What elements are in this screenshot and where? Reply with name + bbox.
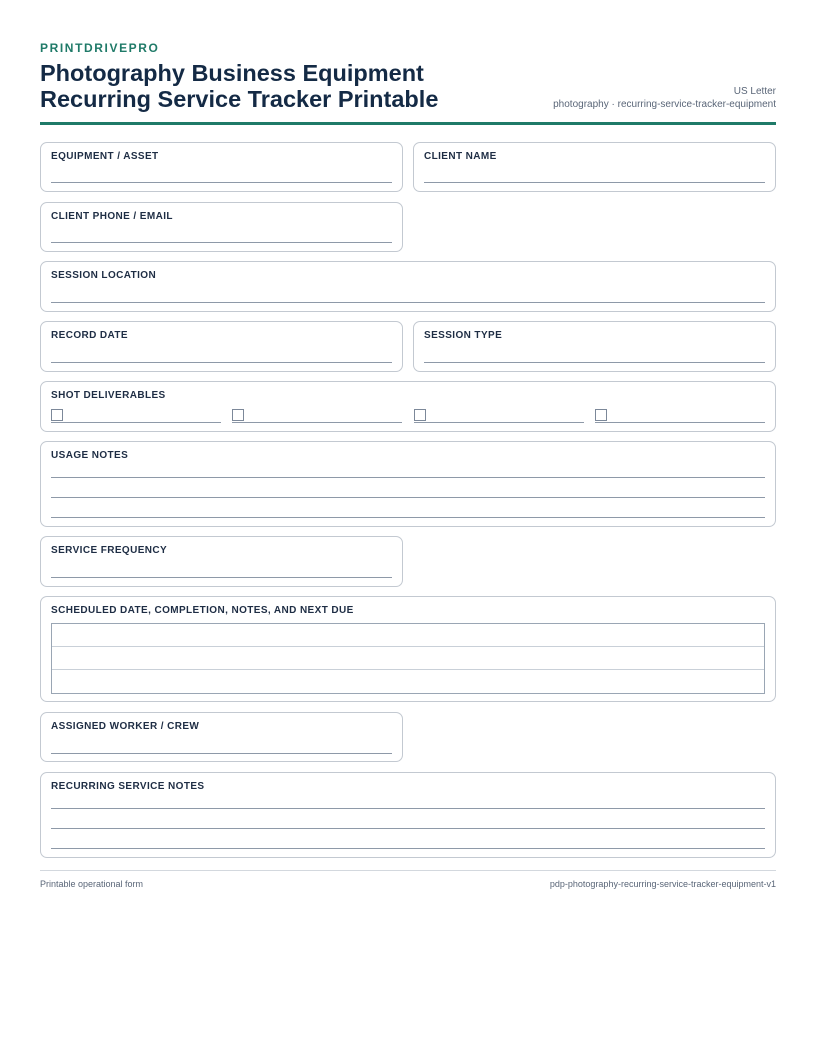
deliverable-checkbox[interactable] [51,409,63,421]
session-location-label: SESSION LOCATION [51,270,157,281]
client-contact-field-box [40,202,403,252]
session-location-field-box [40,261,776,312]
footer-note: Printable operational form [40,879,144,889]
usage-notes-line[interactable] [51,477,765,478]
record-date-input-line[interactable] [51,362,392,363]
recurring-notes-line[interactable] [51,808,765,809]
footer-rule [40,870,776,871]
equipment-input-line[interactable] [51,182,392,183]
session-type-input-line[interactable] [424,362,765,363]
record-date-label: RECORD DATE [51,330,128,341]
schedule-table [51,623,765,694]
assigned-worker-field-box [40,712,403,762]
shot-deliverables-label: SHOT DELIVERABLES [51,390,166,401]
table-row[interactable] [52,647,764,670]
usage-notes-line[interactable] [51,517,765,518]
footer-document-id: pdp-photography-recurring-service-tracker-equipment-v1 [549,879,776,889]
deliverable-input-line[interactable] [51,422,221,423]
deliverable-item [51,407,221,423]
schedule-field-box [40,596,776,702]
deliverable-item [414,407,584,423]
client-name-field-box [413,142,776,192]
brand-name: PRINTDRIVEPRO [40,41,160,55]
shot-deliverables-field-box [40,381,776,432]
document-meta [553,85,776,111]
page-title: Photography Business Equipment Recurring Service Tracker Printable [40,60,439,112]
equipment-field-box [40,142,403,192]
recurring-notes-line[interactable] [51,828,765,829]
document-path: photography · recurring-service-tracker-equipment [553,99,776,110]
paper-size: US Letter [733,86,776,97]
deliverable-input-line[interactable] [595,422,765,423]
header-rule [40,122,776,125]
table-row[interactable] [52,670,764,693]
client-contact-label: CLIENT PHONE / EMAIL [51,211,173,222]
session-type-field-box [413,321,776,372]
client-name-input-line[interactable] [424,182,765,183]
deliverable-input-line[interactable] [414,422,584,423]
session-type-label: SESSION TYPE [424,330,503,341]
recurring-notes-line[interactable] [51,848,765,849]
deliverable-checkbox[interactable] [232,409,244,421]
table-row[interactable] [52,624,764,647]
deliverable-checkbox[interactable] [414,409,426,421]
client-contact-input-line[interactable] [51,242,392,243]
service-frequency-label: SERVICE FREQUENCY [51,545,168,556]
usage-notes-field-box [40,441,776,527]
deliverable-checkbox[interactable] [595,409,607,421]
session-location-input-line[interactable] [51,302,765,303]
deliverable-item [232,407,402,423]
usage-notes-label: USAGE NOTES [51,450,129,461]
assigned-worker-label: ASSIGNED WORKER / CREW [51,721,200,732]
schedule-label: SCHEDULED DATE, COMPLETION, NOTES, AND NEXT DUE [51,605,354,616]
recurring-notes-field-box [40,772,776,858]
recurring-notes-label: RECURRING SERVICE NOTES [51,781,205,792]
client-name-label: CLIENT NAME [424,151,497,162]
deliverable-item [595,407,765,423]
record-date-field-box [40,321,403,372]
service-frequency-field-box [40,536,403,587]
assigned-worker-input-line[interactable] [51,753,392,754]
usage-notes-line[interactable] [51,497,765,498]
service-frequency-input-line[interactable] [51,577,392,578]
deliverable-input-line[interactable] [232,422,402,423]
equipment-label: EQUIPMENT / ASSET [51,151,159,162]
